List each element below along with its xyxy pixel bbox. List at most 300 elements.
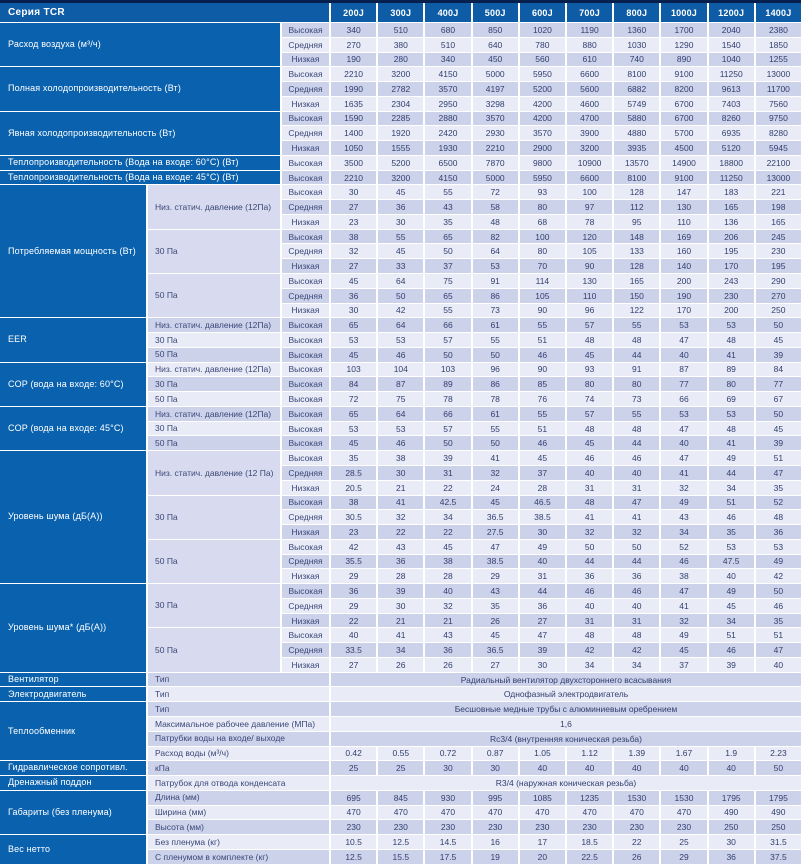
speed-label: Средняя: [282, 244, 329, 258]
value-cell: 122: [614, 304, 659, 318]
value-cell: 26: [425, 658, 470, 672]
value-cell: 32: [473, 466, 518, 480]
value-cell: 36: [520, 599, 565, 613]
value-cell: 47: [473, 540, 518, 554]
value-cell: 6700: [661, 97, 706, 111]
value-cell: 169: [661, 230, 706, 244]
value-cell: 32: [614, 525, 659, 539]
value-cell: 110: [661, 215, 706, 229]
speed-label: Средняя: [282, 82, 329, 96]
value-cell: 53: [331, 422, 376, 436]
value-cell: 86: [473, 289, 518, 303]
value-cell: 3298: [473, 97, 518, 111]
value-cell: 45: [473, 496, 518, 510]
merged-value-cell: Радиальный вентилятор двухстороннего всасывания: [331, 673, 801, 687]
series-header: Серия TCR: [0, 3, 329, 22]
value-cell: 58: [473, 200, 518, 214]
value-cell: 33: [378, 259, 423, 273]
value-cell: 470: [567, 806, 612, 820]
value-cell: 35: [425, 215, 470, 229]
value-cell: 470: [614, 806, 659, 820]
value-cell: 30: [709, 835, 754, 849]
value-cell: 200: [709, 304, 754, 318]
section-label: Вес нетто: [0, 835, 146, 864]
value-cell: 37: [520, 466, 565, 480]
value-cell: 42: [567, 643, 612, 657]
value-cell: 17.5: [425, 850, 470, 864]
speed-label: Высокая: [282, 230, 329, 244]
value-cell: 6500: [425, 156, 470, 170]
sub-label: С пленумом в комплекте (кг): [148, 850, 329, 864]
value-cell: 1050: [331, 141, 376, 155]
value-cell: 51: [709, 628, 754, 642]
value-cell: 47: [661, 422, 706, 436]
value-cell: 5950: [520, 171, 565, 185]
value-cell: 8280: [756, 126, 801, 140]
value-cell: 1360: [614, 23, 659, 37]
value-cell: 3200: [378, 171, 423, 185]
value-cell: 48: [567, 333, 612, 347]
value-cell: 10900: [567, 156, 612, 170]
speed-label: Средняя: [282, 289, 329, 303]
value-cell: 183: [709, 185, 754, 199]
value-cell: 36.5: [473, 510, 518, 524]
value-cell: 380: [378, 38, 423, 52]
value-cell: 72: [473, 185, 518, 199]
value-cell: 270: [756, 289, 801, 303]
sub-label: 30 Па: [148, 377, 280, 391]
value-cell: 82: [473, 230, 518, 244]
value-cell: 5600: [567, 82, 612, 96]
value-cell: 31: [567, 481, 612, 495]
value-cell: 1085: [520, 791, 565, 805]
value-cell: 93: [520, 185, 565, 199]
value-cell: 13000: [756, 67, 801, 81]
value-cell: 22: [425, 481, 470, 495]
value-cell: 32: [567, 525, 612, 539]
value-cell: 8200: [661, 82, 706, 96]
value-cell: 64: [473, 244, 518, 258]
value-cell: 35: [331, 451, 376, 465]
value-cell: 43: [473, 584, 518, 598]
speed-label: Средняя: [282, 126, 329, 140]
sub-label: 30 Па: [148, 333, 280, 347]
value-cell: 27: [331, 259, 376, 273]
value-cell: 5749: [614, 97, 659, 111]
value-cell: 230: [709, 289, 754, 303]
section-label: COP (вода на входе: 60°C): [0, 363, 146, 406]
sub-label: Патрубок для отвода конденсата: [148, 776, 329, 790]
value-cell: 150: [614, 289, 659, 303]
value-cell: 148: [614, 230, 659, 244]
speed-label: Высокая: [282, 156, 329, 170]
value-cell: 49: [709, 584, 754, 598]
value-cell: 4500: [661, 141, 706, 155]
value-cell: 91: [473, 274, 518, 288]
value-cell: 46: [614, 451, 659, 465]
speed-label: Высокая: [282, 348, 329, 362]
value-cell: 41: [378, 496, 423, 510]
value-cell: 80: [520, 200, 565, 214]
sub-label: Патрубки воды на входе/ выходе: [148, 732, 329, 746]
value-cell: 50: [425, 436, 470, 450]
speed-label: Средняя: [282, 200, 329, 214]
sub-label: Высота (мм): [148, 820, 329, 834]
value-cell: 46: [661, 555, 706, 569]
value-cell: 47: [756, 466, 801, 480]
sub-label: Низ. статич. давление (12 Па): [148, 451, 280, 494]
value-cell: 61: [473, 407, 518, 421]
value-cell: 30: [473, 761, 518, 775]
value-cell: 230: [614, 820, 659, 834]
value-cell: 55: [425, 185, 470, 199]
speed-label: Высокая: [282, 274, 329, 288]
value-cell: 34: [709, 481, 754, 495]
value-cell: 41: [661, 466, 706, 480]
value-cell: 2900: [520, 141, 565, 155]
value-cell: 1020: [520, 23, 565, 37]
value-cell: 250: [756, 820, 801, 834]
sub-label: 50 Па: [148, 628, 280, 671]
value-cell: 53: [661, 318, 706, 332]
section-label: Дренажный поддон: [0, 776, 146, 790]
value-cell: 35: [709, 525, 754, 539]
value-cell: 44: [614, 348, 659, 362]
value-cell: 73: [614, 392, 659, 406]
value-cell: 46: [567, 451, 612, 465]
value-cell: 4700: [567, 112, 612, 126]
merged-value-cell: Rc3/4 (внутренняя коническая резьба): [331, 732, 801, 746]
value-cell: 230: [425, 820, 470, 834]
value-cell: 41: [473, 451, 518, 465]
section-label: Гидравлическое сопротивл.: [0, 761, 146, 775]
sub-label: 50 Па: [148, 392, 280, 406]
value-cell: 850: [473, 23, 518, 37]
value-cell: 47.5: [709, 555, 754, 569]
section-label: Потребляемая мощность (Вт): [0, 185, 146, 317]
value-cell: 2380: [756, 23, 801, 37]
value-cell: 2210: [331, 67, 376, 81]
value-cell: 73: [473, 304, 518, 318]
value-cell: 36: [425, 643, 470, 657]
value-cell: 26: [473, 614, 518, 628]
value-cell: 44: [567, 555, 612, 569]
value-cell: 27: [331, 658, 376, 672]
value-cell: 4150: [425, 67, 470, 81]
value-cell: 80: [614, 377, 659, 391]
section-label: Уровень шума (дБ(А)): [0, 451, 146, 583]
value-cell: 36: [331, 584, 376, 598]
value-cell: 27: [331, 200, 376, 214]
value-cell: 34: [709, 614, 754, 628]
sub-label: Длина (мм): [148, 791, 329, 805]
value-cell: 64: [378, 407, 423, 421]
value-cell: 1590: [331, 112, 376, 126]
value-cell: 31.5: [756, 835, 801, 849]
speed-label: Средняя: [282, 466, 329, 480]
value-cell: 10.5: [331, 835, 376, 849]
value-cell: 36: [756, 525, 801, 539]
value-cell: 1030: [614, 38, 659, 52]
value-cell: 26: [614, 850, 659, 864]
value-cell: 31: [520, 569, 565, 583]
value-cell: 8100: [614, 67, 659, 81]
sub-label: Низ. статич. давление (12Па): [148, 185, 280, 228]
value-cell: 8100: [614, 171, 659, 185]
speed-label: Высокая: [282, 584, 329, 598]
value-cell: 37.5: [756, 850, 801, 864]
value-cell: 48: [567, 628, 612, 642]
value-cell: 680: [425, 23, 470, 37]
value-cell: 880: [567, 38, 612, 52]
model-header-cell: 1000J: [661, 3, 706, 22]
value-cell: 46: [756, 599, 801, 613]
value-cell: 165: [709, 200, 754, 214]
value-cell: 80: [520, 244, 565, 258]
value-cell: 46: [520, 348, 565, 362]
model-header-cell: 200J: [331, 3, 376, 22]
value-cell: 89: [425, 377, 470, 391]
value-cell: 75: [425, 274, 470, 288]
value-cell: 47: [756, 643, 801, 657]
value-cell: 84: [756, 363, 801, 377]
value-cell: 22: [331, 614, 376, 628]
value-cell: 87: [661, 363, 706, 377]
value-cell: 230: [378, 820, 423, 834]
value-cell: 13570: [614, 156, 659, 170]
speed-label: Высокая: [282, 496, 329, 510]
value-cell: 47: [614, 496, 659, 510]
value-cell: 49: [661, 628, 706, 642]
value-cell: 21: [378, 481, 423, 495]
value-cell: 41: [709, 348, 754, 362]
value-cell: 1190: [567, 23, 612, 37]
value-cell: 51: [756, 451, 801, 465]
value-cell: 6600: [567, 67, 612, 81]
value-cell: 53: [378, 422, 423, 436]
value-cell: 2782: [378, 82, 423, 96]
value-cell: 11700: [756, 82, 801, 96]
value-cell: 2210: [331, 171, 376, 185]
value-cell: 43: [425, 200, 470, 214]
value-cell: 21: [378, 614, 423, 628]
value-cell: 28: [425, 569, 470, 583]
model-header-cell: 500J: [473, 3, 518, 22]
value-cell: 41: [614, 510, 659, 524]
value-cell: 510: [425, 38, 470, 52]
value-cell: 26: [378, 658, 423, 672]
section-label: Вентилятор: [0, 673, 146, 687]
value-cell: 55: [614, 318, 659, 332]
speed-label: Низкая: [282, 259, 329, 273]
speed-label: Высокая: [282, 540, 329, 554]
speed-label: Низкая: [282, 614, 329, 628]
value-cell: 2304: [378, 97, 423, 111]
value-cell: 28: [520, 481, 565, 495]
merged-value-cell: Бесшовные медные трубы с алюминиевым оребрением: [331, 702, 801, 716]
value-cell: 65: [331, 407, 376, 421]
value-cell: 32: [425, 599, 470, 613]
value-cell: 23: [331, 215, 376, 229]
value-cell: 48: [614, 422, 659, 436]
value-cell: 35.5: [331, 555, 376, 569]
value-cell: 80: [709, 377, 754, 391]
value-cell: 34: [567, 658, 612, 672]
value-cell: 4880: [614, 126, 659, 140]
value-cell: 19: [473, 850, 518, 864]
speed-label: Низкая: [282, 658, 329, 672]
value-cell: 20: [520, 850, 565, 864]
value-cell: 35: [756, 481, 801, 495]
value-cell: 21: [425, 614, 470, 628]
section-label: Электродвигатель: [0, 687, 146, 701]
model-header-cell: 1200J: [709, 3, 754, 22]
value-cell: 53: [473, 259, 518, 273]
value-cell: 340: [331, 23, 376, 37]
value-cell: 0.55: [378, 747, 423, 761]
value-cell: 25: [331, 761, 376, 775]
value-cell: 46: [709, 643, 754, 657]
section-label: Расход воздуха (м³/ч): [0, 23, 280, 66]
value-cell: 12.5: [331, 850, 376, 864]
value-cell: 3935: [614, 141, 659, 155]
value-cell: 20.5: [331, 481, 376, 495]
value-cell: 16: [473, 835, 518, 849]
value-cell: 30: [331, 304, 376, 318]
value-cell: 45: [567, 348, 612, 362]
value-cell: 47: [520, 628, 565, 642]
value-cell: 470: [378, 806, 423, 820]
value-cell: 45: [331, 274, 376, 288]
value-cell: 31: [425, 466, 470, 480]
value-cell: 40: [661, 348, 706, 362]
value-cell: 87: [378, 377, 423, 391]
value-cell: 9800: [520, 156, 565, 170]
value-cell: 7870: [473, 156, 518, 170]
value-cell: 114: [520, 274, 565, 288]
value-cell: 40: [425, 584, 470, 598]
value-cell: 64: [378, 318, 423, 332]
value-cell: 29: [473, 569, 518, 583]
value-cell: 49: [661, 496, 706, 510]
value-cell: 36: [567, 569, 612, 583]
value-cell: 640: [473, 38, 518, 52]
value-cell: 2880: [425, 112, 470, 126]
value-cell: 46: [709, 510, 754, 524]
value-cell: 38: [661, 569, 706, 583]
value-cell: 1040: [709, 53, 754, 67]
sub-label: Тип: [148, 702, 329, 716]
value-cell: 1555: [378, 141, 423, 155]
value-cell: 40: [661, 436, 706, 450]
value-cell: 11250: [709, 171, 754, 185]
speed-label: Низкая: [282, 525, 329, 539]
value-cell: 30: [331, 185, 376, 199]
value-cell: 39: [756, 436, 801, 450]
value-cell: 470: [520, 806, 565, 820]
value-cell: 89: [709, 363, 754, 377]
value-cell: 42: [331, 540, 376, 554]
value-cell: 450: [473, 53, 518, 67]
value-cell: 9750: [756, 112, 801, 126]
value-cell: 5945: [756, 141, 801, 155]
value-cell: 36: [378, 200, 423, 214]
speed-label: Средняя: [282, 555, 329, 569]
value-cell: 49: [520, 540, 565, 554]
value-cell: 65: [425, 230, 470, 244]
speed-label: Низкая: [282, 97, 329, 111]
value-cell: 200: [661, 274, 706, 288]
value-cell: 55: [473, 422, 518, 436]
speed-label: Низкая: [282, 215, 329, 229]
value-cell: 47: [661, 451, 706, 465]
value-cell: 9100: [661, 67, 706, 81]
value-cell: 14900: [661, 156, 706, 170]
value-cell: 36: [331, 289, 376, 303]
value-cell: 740: [614, 53, 659, 67]
value-cell: 51: [756, 628, 801, 642]
value-cell: 133: [614, 244, 659, 258]
value-cell: 36.5: [473, 643, 518, 657]
value-cell: 46.5: [520, 496, 565, 510]
value-cell: 230: [661, 820, 706, 834]
value-cell: 41: [567, 510, 612, 524]
value-cell: 1400: [331, 126, 376, 140]
value-cell: 22: [425, 525, 470, 539]
value-cell: 40: [709, 569, 754, 583]
value-cell: 32: [661, 614, 706, 628]
value-cell: 50: [614, 540, 659, 554]
value-cell: 70: [520, 259, 565, 273]
value-cell: 40: [614, 761, 659, 775]
value-cell: 18.5: [567, 835, 612, 849]
value-cell: 40: [709, 761, 754, 775]
value-cell: 90: [567, 259, 612, 273]
speed-label: Высокая: [282, 23, 329, 37]
value-cell: 47: [661, 584, 706, 598]
value-cell: 97: [567, 200, 612, 214]
value-cell: 130: [567, 274, 612, 288]
value-cell: 30.5: [331, 510, 376, 524]
value-cell: 48: [709, 422, 754, 436]
value-cell: 3570: [473, 112, 518, 126]
value-cell: 38: [331, 230, 376, 244]
speed-label: Высокая: [282, 628, 329, 642]
value-cell: 46: [614, 584, 659, 598]
value-cell: 45: [661, 643, 706, 657]
value-cell: 41: [378, 628, 423, 642]
sub-label: Максимальное рабочее давление (МПа): [148, 717, 329, 731]
value-cell: 890: [661, 53, 706, 67]
value-cell: 3900: [567, 126, 612, 140]
section-label: COP (вода на входе: 45°C): [0, 407, 146, 450]
value-cell: 780: [520, 38, 565, 52]
value-cell: 32: [661, 481, 706, 495]
speed-label: Средняя: [282, 510, 329, 524]
value-cell: 280: [378, 53, 423, 67]
value-cell: 4150: [425, 171, 470, 185]
sub-label: 50 Па: [148, 436, 280, 450]
value-cell: 190: [661, 289, 706, 303]
value-cell: 36: [614, 569, 659, 583]
model-header-cell: 600J: [520, 3, 565, 22]
value-cell: 995: [473, 791, 518, 805]
value-cell: 36: [709, 850, 754, 864]
sub-label: 30 Па: [148, 422, 280, 436]
value-cell: 195: [756, 259, 801, 273]
value-cell: 1700: [661, 23, 706, 37]
value-cell: 270: [331, 38, 376, 52]
